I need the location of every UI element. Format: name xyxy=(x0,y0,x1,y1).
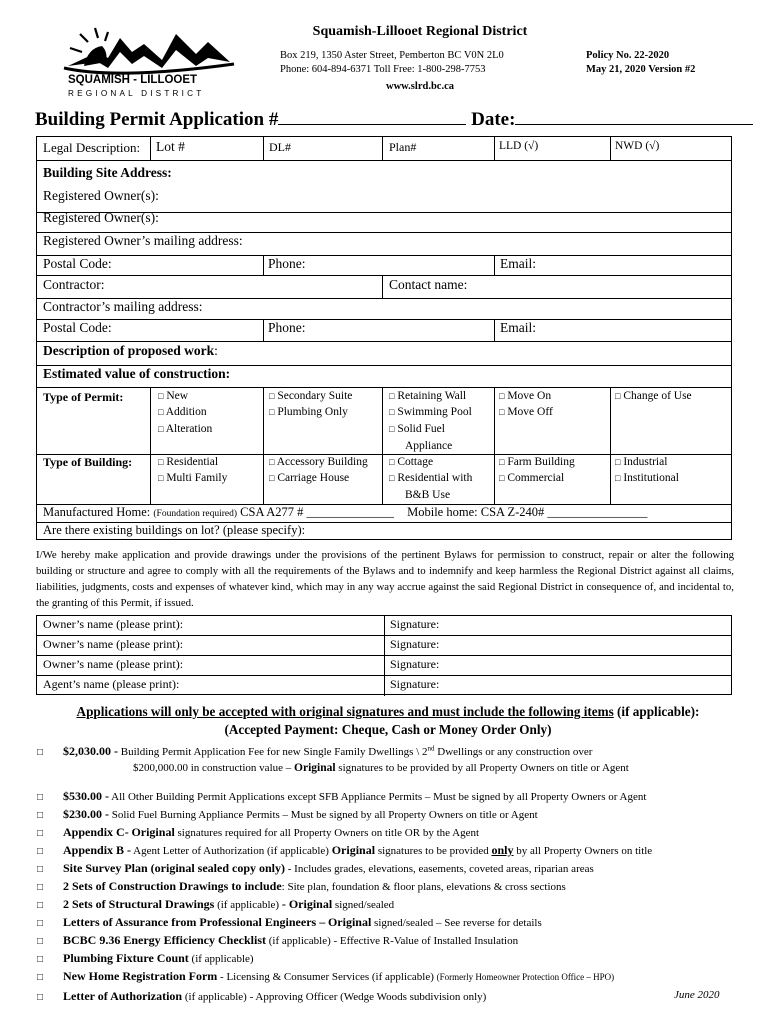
checkbox-icon[interactable]: □ xyxy=(37,846,44,857)
org-phone: Phone: 604-894-6371 Toll Free: 1-800-298-7753 xyxy=(280,64,486,75)
permit-new-checkbox[interactable]: □ New xyxy=(158,390,189,402)
requirement-item[interactable]: □ BCBC 9.36 Energy Efficiency Checklist (if applicable) - Effective R-Value of Installed Insulation xyxy=(37,933,519,947)
phone-1[interactable]: Phone: xyxy=(268,256,306,271)
checkbox-icon[interactable]: □ xyxy=(37,918,44,929)
phone-2[interactable]: Phone: xyxy=(268,320,306,335)
requirement-item[interactable]: □ 2 Sets of Construction Drawings to include: Site plan, foundation & floor plans, elevations & cross sections xyxy=(37,879,566,893)
date-field[interactable] xyxy=(515,108,753,125)
requirement-item[interactable]: □ $230.00 - Solid Fuel Burning Appliance Permits – Must be signed by all Property Owners on title or Agent xyxy=(37,807,538,821)
permit-move-on-checkbox[interactable]: □ Move On xyxy=(499,390,552,402)
policy-number: Policy No. 22-2020 xyxy=(586,50,670,61)
declaration-text: I/We hereby make application and provide drawings under the provisions of the pertinent Bylaws for permission to construct, repair or alter the following building or structure and agree to comply with all the requirements of the Bylaws and to indemnify and keep harmless the Regional District against all claims, liabilities, judgments, costs and expenses of whatever kind, which may in any way accrue against the said Regional District in consequence of, and incidental to, the granting of this Permit, if issued. xyxy=(36,549,734,609)
checkbox-icon[interactable]: □ xyxy=(37,828,44,839)
permit-secondary-suite-checkbox[interactable]: □ Secondary Suite xyxy=(269,390,353,402)
checkbox-icon[interactable]: □ xyxy=(37,864,44,875)
building-carriage-house-checkbox[interactable]: □ Carriage House xyxy=(269,472,350,484)
requirement-item[interactable]: □ Letter of Authorization (if applicable) - Approving Officer (Wedge Woods subdivision only) xyxy=(37,989,487,1003)
logo-text-1: SQUAMISH - LILLOOET xyxy=(68,74,198,86)
owner-mailing-address[interactable]: Registered Owner’s mailing address: xyxy=(43,233,243,248)
logo-text-2: REGIONAL DISTRICT xyxy=(68,89,205,98)
requirement-item[interactable]: □ $2,030.00 - Building Permit Application Fee for new Single Family Dwellings \ 2nd Dwellings or any construction over xyxy=(37,744,593,758)
requirement-item[interactable]: □ New Home Registration Form - Licensing & Consumer Services (if applicable) (Formerly Homeowner Protection Office – HPO) xyxy=(37,969,615,983)
checkbox-icon[interactable]: □ xyxy=(37,936,44,947)
checkbox-icon[interactable]: □ xyxy=(37,972,44,983)
building-accessory-checkbox[interactable]: □ Accessory Building xyxy=(269,456,368,468)
postal-code-2[interactable]: Postal Code: xyxy=(43,320,112,335)
requirement-item[interactable]: □ $530.00 - All Other Building Permit Applications except SFB Appliance Permits – Must be signed by all Property Owners or Agent xyxy=(37,789,647,803)
policy-info xyxy=(586,49,695,77)
checkbox-icon[interactable]: □ xyxy=(37,747,44,758)
building-industrial-checkbox[interactable]: □ Industrial xyxy=(615,456,668,468)
form-title: Building Permit Application # xyxy=(35,109,279,130)
policy-date: May 21, 2020 Version #2 xyxy=(586,64,696,75)
permit-move-off-checkbox[interactable]: □ Move Off xyxy=(499,406,553,418)
requirement-item[interactable]: □ Plumbing Fixture Count (if applicable) xyxy=(37,951,254,965)
existing-buildings-field[interactable]: Are there existing buildings on lot? (please specify): xyxy=(43,523,306,537)
email-2[interactable]: Email: xyxy=(500,320,536,335)
contractor-field[interactable]: Contractor: xyxy=(43,277,105,292)
form-title-line xyxy=(35,108,753,131)
checkbox-icon[interactable]: □ xyxy=(37,810,44,821)
permit-retaining-wall-checkbox[interactable]: □ Retaining Wall xyxy=(389,390,467,402)
requirements-heading xyxy=(36,703,740,739)
type-of-permit-label: Type of Permit: xyxy=(43,390,124,404)
building-commercial-checkbox[interactable]: □ Commercial xyxy=(499,472,565,484)
requirements-heading-tail: (if applicable): xyxy=(613,704,700,719)
lot-field[interactable]: Lot # xyxy=(156,139,185,154)
type-of-building-label: Type of Building: xyxy=(43,455,133,469)
contact-name-field[interactable]: Contact name: xyxy=(389,277,468,292)
legal-description-label: Legal Description: xyxy=(43,140,141,155)
org-name: Squamish-Lillooet Regional District xyxy=(312,24,528,39)
permit-solid-fuel-checkbox[interactable]: □ Solid Fuel Appliance xyxy=(389,423,453,452)
site-address-label[interactable]: Building Site Address: xyxy=(43,165,172,180)
org-website: www.slrd.bc.ca xyxy=(386,81,454,92)
permit-plumbing-only-checkbox[interactable]: □ Plumbing Only xyxy=(269,406,348,418)
checkbox-icon[interactable]: □ xyxy=(37,992,44,1003)
requirement-item[interactable]: □ Letters of Assurance from Professional Engineers – Original signed/sealed – See reverse for details xyxy=(37,915,542,929)
requirement-item[interactable]: □ 2 Sets of Structural Drawings (if applicable) - Original signed/sealed xyxy=(37,897,395,911)
signature-table xyxy=(36,615,732,695)
building-residential-checkbox[interactable]: □ Residential xyxy=(158,456,219,468)
permit-addition-checkbox[interactable]: □ Addition xyxy=(158,406,207,418)
nwd-field[interactable]: NWD (√) xyxy=(615,140,660,152)
building-multi-family-checkbox[interactable]: □ Multi Family xyxy=(158,472,228,484)
estimated-value-field[interactable]: Estimated value of construction: xyxy=(43,366,231,381)
footer-date: June 2020 xyxy=(674,989,720,1001)
signature-1[interactable]: Signature: xyxy=(390,617,440,631)
checkbox-icon[interactable]: □ xyxy=(37,792,44,803)
permit-alteration-checkbox[interactable]: □ Alteration xyxy=(158,423,213,435)
org-contact xyxy=(280,49,504,77)
application-form xyxy=(36,136,732,540)
building-institutional-checkbox[interactable]: □ Institutional xyxy=(615,472,679,484)
contractor-mailing-address[interactable]: Contractor’s mailing address: xyxy=(43,299,203,314)
postal-code-1[interactable]: Postal Code: xyxy=(43,256,112,271)
signature-agent[interactable]: Signature: xyxy=(390,677,440,691)
permit-swimming-pool-checkbox[interactable]: □ Swimming Pool xyxy=(389,406,472,418)
lld-field[interactable]: LLD (√) xyxy=(499,140,539,152)
checkbox-icon[interactable]: □ xyxy=(37,954,44,965)
building-res-bb-checkbox[interactable]: □ Residential with B&B Use xyxy=(389,472,473,501)
building-cottage-checkbox[interactable]: □ Cottage xyxy=(389,456,434,468)
owner-name-2[interactable]: Owner’s name (please print): xyxy=(43,637,184,651)
requirement-item[interactable]: □ Appendix C- Original signatures required for all Property Owners on title OR by the Agent xyxy=(37,825,480,839)
checkbox-icon[interactable]: □ xyxy=(37,882,44,893)
permit-change-of-use-checkbox[interactable]: □ Change of Use xyxy=(615,390,692,402)
manufactured-home-row[interactable]: Manufactured Home: (Foundation required) CSA A277 # ______________ Mobile home: CSA Z-240# ________________ xyxy=(43,505,648,519)
slrd-logo xyxy=(58,22,238,100)
registered-owner-2[interactable]: Registered Owner(s): xyxy=(43,210,159,225)
checkbox-icon[interactable]: □ xyxy=(37,900,44,911)
accepted-payment: (Accepted Payment: Cheque, Cash or Money Order Only) xyxy=(224,722,552,737)
signature-3[interactable]: Signature: xyxy=(390,657,440,671)
org-address: Box 219, 1350 Aster Street, Pemberton BC V0N 2L0 xyxy=(280,50,504,61)
owner-name-3[interactable]: Owner’s name (please print): xyxy=(43,657,184,671)
requirement-item-continuation: $200,000.00 in construction value – Original signatures to be provided by all Property Owners on title or Agent xyxy=(133,762,629,774)
description-of-work[interactable] xyxy=(43,343,218,359)
building-farm-checkbox[interactable]: □ Farm Building xyxy=(499,456,575,468)
owner-name-1[interactable]: Owner’s name (please print): xyxy=(43,617,184,631)
description-colon: : xyxy=(214,343,218,358)
signature-2[interactable]: Signature: xyxy=(390,637,440,651)
date-label: Date: xyxy=(471,109,516,130)
dl-field[interactable]: DL# xyxy=(269,140,291,154)
plan-field[interactable]: Plan# xyxy=(389,140,417,154)
agent-name[interactable]: Agent’s name (please print): xyxy=(43,677,180,691)
application-number-field[interactable] xyxy=(278,108,466,125)
registered-owner-1[interactable]: Registered Owner(s): xyxy=(43,188,159,203)
email-1[interactable]: Email: xyxy=(500,256,536,271)
requirements-heading-main: Applications will only be accepted with original signatures and must include the following items xyxy=(76,704,614,719)
description-label: Description of proposed work xyxy=(43,343,215,358)
requirement-item[interactable]: □ Site Survey Plan (original sealed copy only) - Includes grades, elevations, easements, coveted areas, riparian areas xyxy=(37,861,594,875)
requirement-item[interactable]: □ Appendix B - Agent Letter of Authorization (if applicable) Original signatures to be provided only by all Property Owners on title xyxy=(37,843,653,857)
